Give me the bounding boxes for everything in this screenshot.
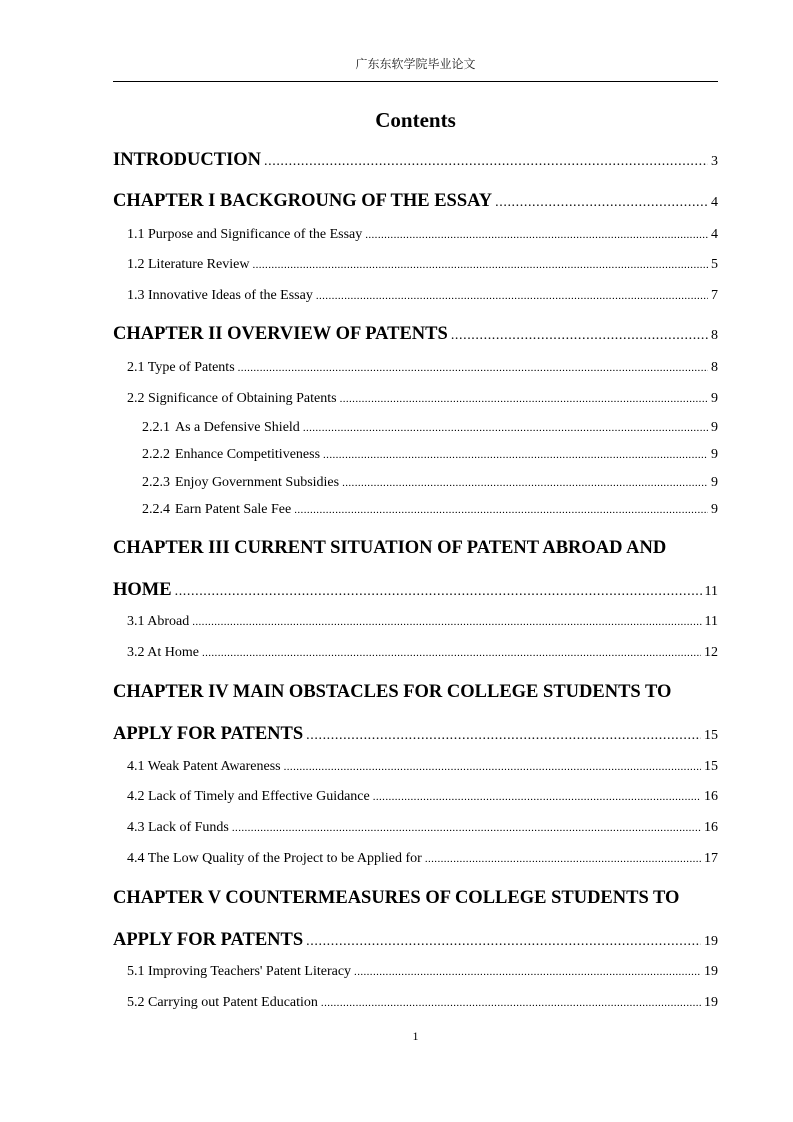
toc-entry-page: 9 xyxy=(711,502,718,517)
dot-leader xyxy=(192,616,701,628)
toc-entry-page: 7 xyxy=(711,288,718,303)
toc-entry-label: 4.1 Weak Patent Awareness xyxy=(127,759,281,774)
header-rule xyxy=(113,81,718,82)
toc-entry-number: 2.2.2 xyxy=(142,447,170,462)
toc-entry-label: 2.1 Type of Patents xyxy=(127,360,235,375)
toc-entry-page: 15 xyxy=(704,728,718,743)
dot-leader xyxy=(342,477,708,489)
toc-entry-page: 17 xyxy=(704,851,718,866)
toc-entry-chapter-3-line1[interactable]: CHAPTER III CURRENT SITUATION OF PATENT ABROAD AND xyxy=(113,538,667,558)
toc-entry-chapter-4[interactable] xyxy=(113,724,718,745)
toc-entry-label: APPLY FOR PATENTS xyxy=(113,724,304,744)
toc-entry-label xyxy=(113,420,300,436)
toc-entry-text: Earn Patent Sale Fee xyxy=(175,502,292,517)
toc-entry-label: 1.3 Innovative Ideas of the Essay xyxy=(127,288,313,303)
toc-entry-4-3[interactable] xyxy=(113,820,718,836)
dot-leader xyxy=(365,229,708,241)
toc-entry-4-1[interactable] xyxy=(113,759,718,775)
dot-leader xyxy=(373,791,701,803)
toc-entry-page: 3 xyxy=(711,154,718,169)
dot-leader xyxy=(340,393,708,405)
page-number: 1 xyxy=(412,1029,419,1043)
toc-entry-label: 3.2 At Home xyxy=(127,645,199,660)
toc-entry-text: As a Defensive Shield xyxy=(175,420,300,435)
toc-entry-chapter-4-line1[interactable]: CHAPTER IV MAIN OBSTACLES FOR COLLEGE STUDENTS TO xyxy=(113,682,672,702)
dot-leader xyxy=(354,966,701,978)
dot-leader xyxy=(294,504,708,516)
toc-entry-2-2-4[interactable] xyxy=(113,502,718,518)
dot-leader xyxy=(495,195,708,211)
toc-entry-chapter-2[interactable] xyxy=(113,324,718,345)
toc-entry-page: 4 xyxy=(711,227,718,242)
dot-leader xyxy=(284,761,701,773)
toc-entry-text: Enjoy Government Subsidies xyxy=(175,475,340,490)
dot-leader xyxy=(264,154,708,170)
toc-entry-1-3[interactable] xyxy=(113,288,718,304)
toc-entry-number: 2.2.3 xyxy=(142,475,170,490)
page-title: Contents xyxy=(375,108,456,132)
toc-entry-page: 9 xyxy=(711,475,718,490)
toc-entry-label xyxy=(113,447,320,463)
toc-entry-page: 15 xyxy=(704,759,718,774)
toc-entry-page: 4 xyxy=(711,195,718,210)
toc-entry-label xyxy=(113,475,339,491)
toc-entry-2-2-3[interactable] xyxy=(113,475,718,491)
toc-entry-chapter-5[interactable] xyxy=(113,930,718,951)
toc-entry-text: Enhance Competitiveness xyxy=(175,447,321,462)
dot-leader xyxy=(306,728,701,744)
dot-leader xyxy=(303,422,708,434)
dot-leader xyxy=(232,822,701,834)
toc-entry-page: 11 xyxy=(704,584,718,599)
dot-leader xyxy=(451,328,708,344)
dot-leader xyxy=(321,997,701,1009)
toc-entry-number: 2.2.4 xyxy=(142,502,170,517)
toc-entry-3-2[interactable] xyxy=(113,645,718,661)
toc-entry-label: 2.2 Significance of Obtaining Patents xyxy=(127,391,337,406)
toc-entry-number: 2.2.1 xyxy=(142,420,170,435)
toc-entry-label: HOME xyxy=(113,580,172,600)
toc-entry-label: 5.1 Improving Teachers' Patent Literacy xyxy=(127,964,352,979)
toc-entry-label: CHAPTER I BACKGROUNG OF THE ESSAY xyxy=(113,191,493,211)
toc-entry-page: 19 xyxy=(704,934,718,949)
dot-leader xyxy=(175,584,702,600)
running-header: 广东东软学院毕业论文 xyxy=(355,57,476,71)
toc-entry-5-1[interactable] xyxy=(113,964,718,980)
dot-leader xyxy=(252,259,708,271)
dot-leader xyxy=(425,853,701,865)
toc-entry-introduction[interactable] xyxy=(113,150,718,171)
toc-entry-2-2[interactable] xyxy=(113,391,718,407)
toc-entry-2-2-2[interactable] xyxy=(113,447,718,463)
dot-leader xyxy=(238,362,708,374)
toc-entry-chapter-1[interactable] xyxy=(113,191,718,212)
dot-leader xyxy=(323,449,708,461)
toc-entry-page: 11 xyxy=(704,614,718,629)
toc-entry-page: 8 xyxy=(711,360,718,375)
dot-leader xyxy=(316,290,708,302)
toc-entry-2-2-1[interactable] xyxy=(113,420,718,436)
toc-entry-label: 1.1 Purpose and Significance of the Essay xyxy=(127,227,363,242)
toc-entry-label: INTRODUCTION xyxy=(113,150,262,170)
toc-entry-page: 8 xyxy=(711,328,718,343)
toc-entry-4-4[interactable] xyxy=(113,851,718,867)
dot-leader xyxy=(202,647,701,659)
toc-entry-page: 5 xyxy=(711,257,718,272)
toc-entry-label: 5.2 Carrying out Patent Education xyxy=(127,995,318,1010)
toc-entry-label: 1.2 Literature Review xyxy=(127,257,250,272)
toc-entry-page: 9 xyxy=(711,391,718,406)
toc-entry-page: 19 xyxy=(704,995,718,1010)
toc-entry-label: APPLY FOR PATENTS xyxy=(113,930,304,950)
toc-entry-5-2[interactable] xyxy=(113,995,718,1011)
dot-leader xyxy=(306,934,701,950)
toc-entry-1-1[interactable] xyxy=(113,227,718,243)
toc-entry-page: 9 xyxy=(711,420,718,435)
toc-entry-1-2[interactable] xyxy=(113,257,718,273)
toc-entry-label: 3.1 Abroad xyxy=(127,614,190,629)
toc-entry-page: 19 xyxy=(704,964,718,979)
toc-entry-page: 16 xyxy=(704,820,718,835)
toc-entry-label: 4.3 Lack of Funds xyxy=(127,820,229,835)
toc-entry-label: 4.4 The Low Quality of the Project to be Applied for xyxy=(127,851,422,866)
toc-entry-page: 16 xyxy=(704,789,718,804)
toc-entry-chapter-5-line1[interactable]: CHAPTER V COUNTERMEASURES OF COLLEGE STUDENTS TO xyxy=(113,888,680,908)
toc-entry-label xyxy=(113,502,291,518)
toc-entry-label: 4.2 Lack of Timely and Effective Guidance xyxy=(127,789,370,804)
toc-entry-page: 9 xyxy=(711,447,718,462)
toc-entry-chapter-3[interactable] xyxy=(113,580,718,601)
toc-entry-2-1[interactable] xyxy=(113,360,718,376)
toc-entry-page: 12 xyxy=(704,645,718,660)
toc-entry-4-2[interactable] xyxy=(113,789,718,805)
toc-entry-label: CHAPTER II OVERVIEW OF PATENTS xyxy=(113,324,448,344)
toc-entry-3-1[interactable] xyxy=(113,614,718,630)
